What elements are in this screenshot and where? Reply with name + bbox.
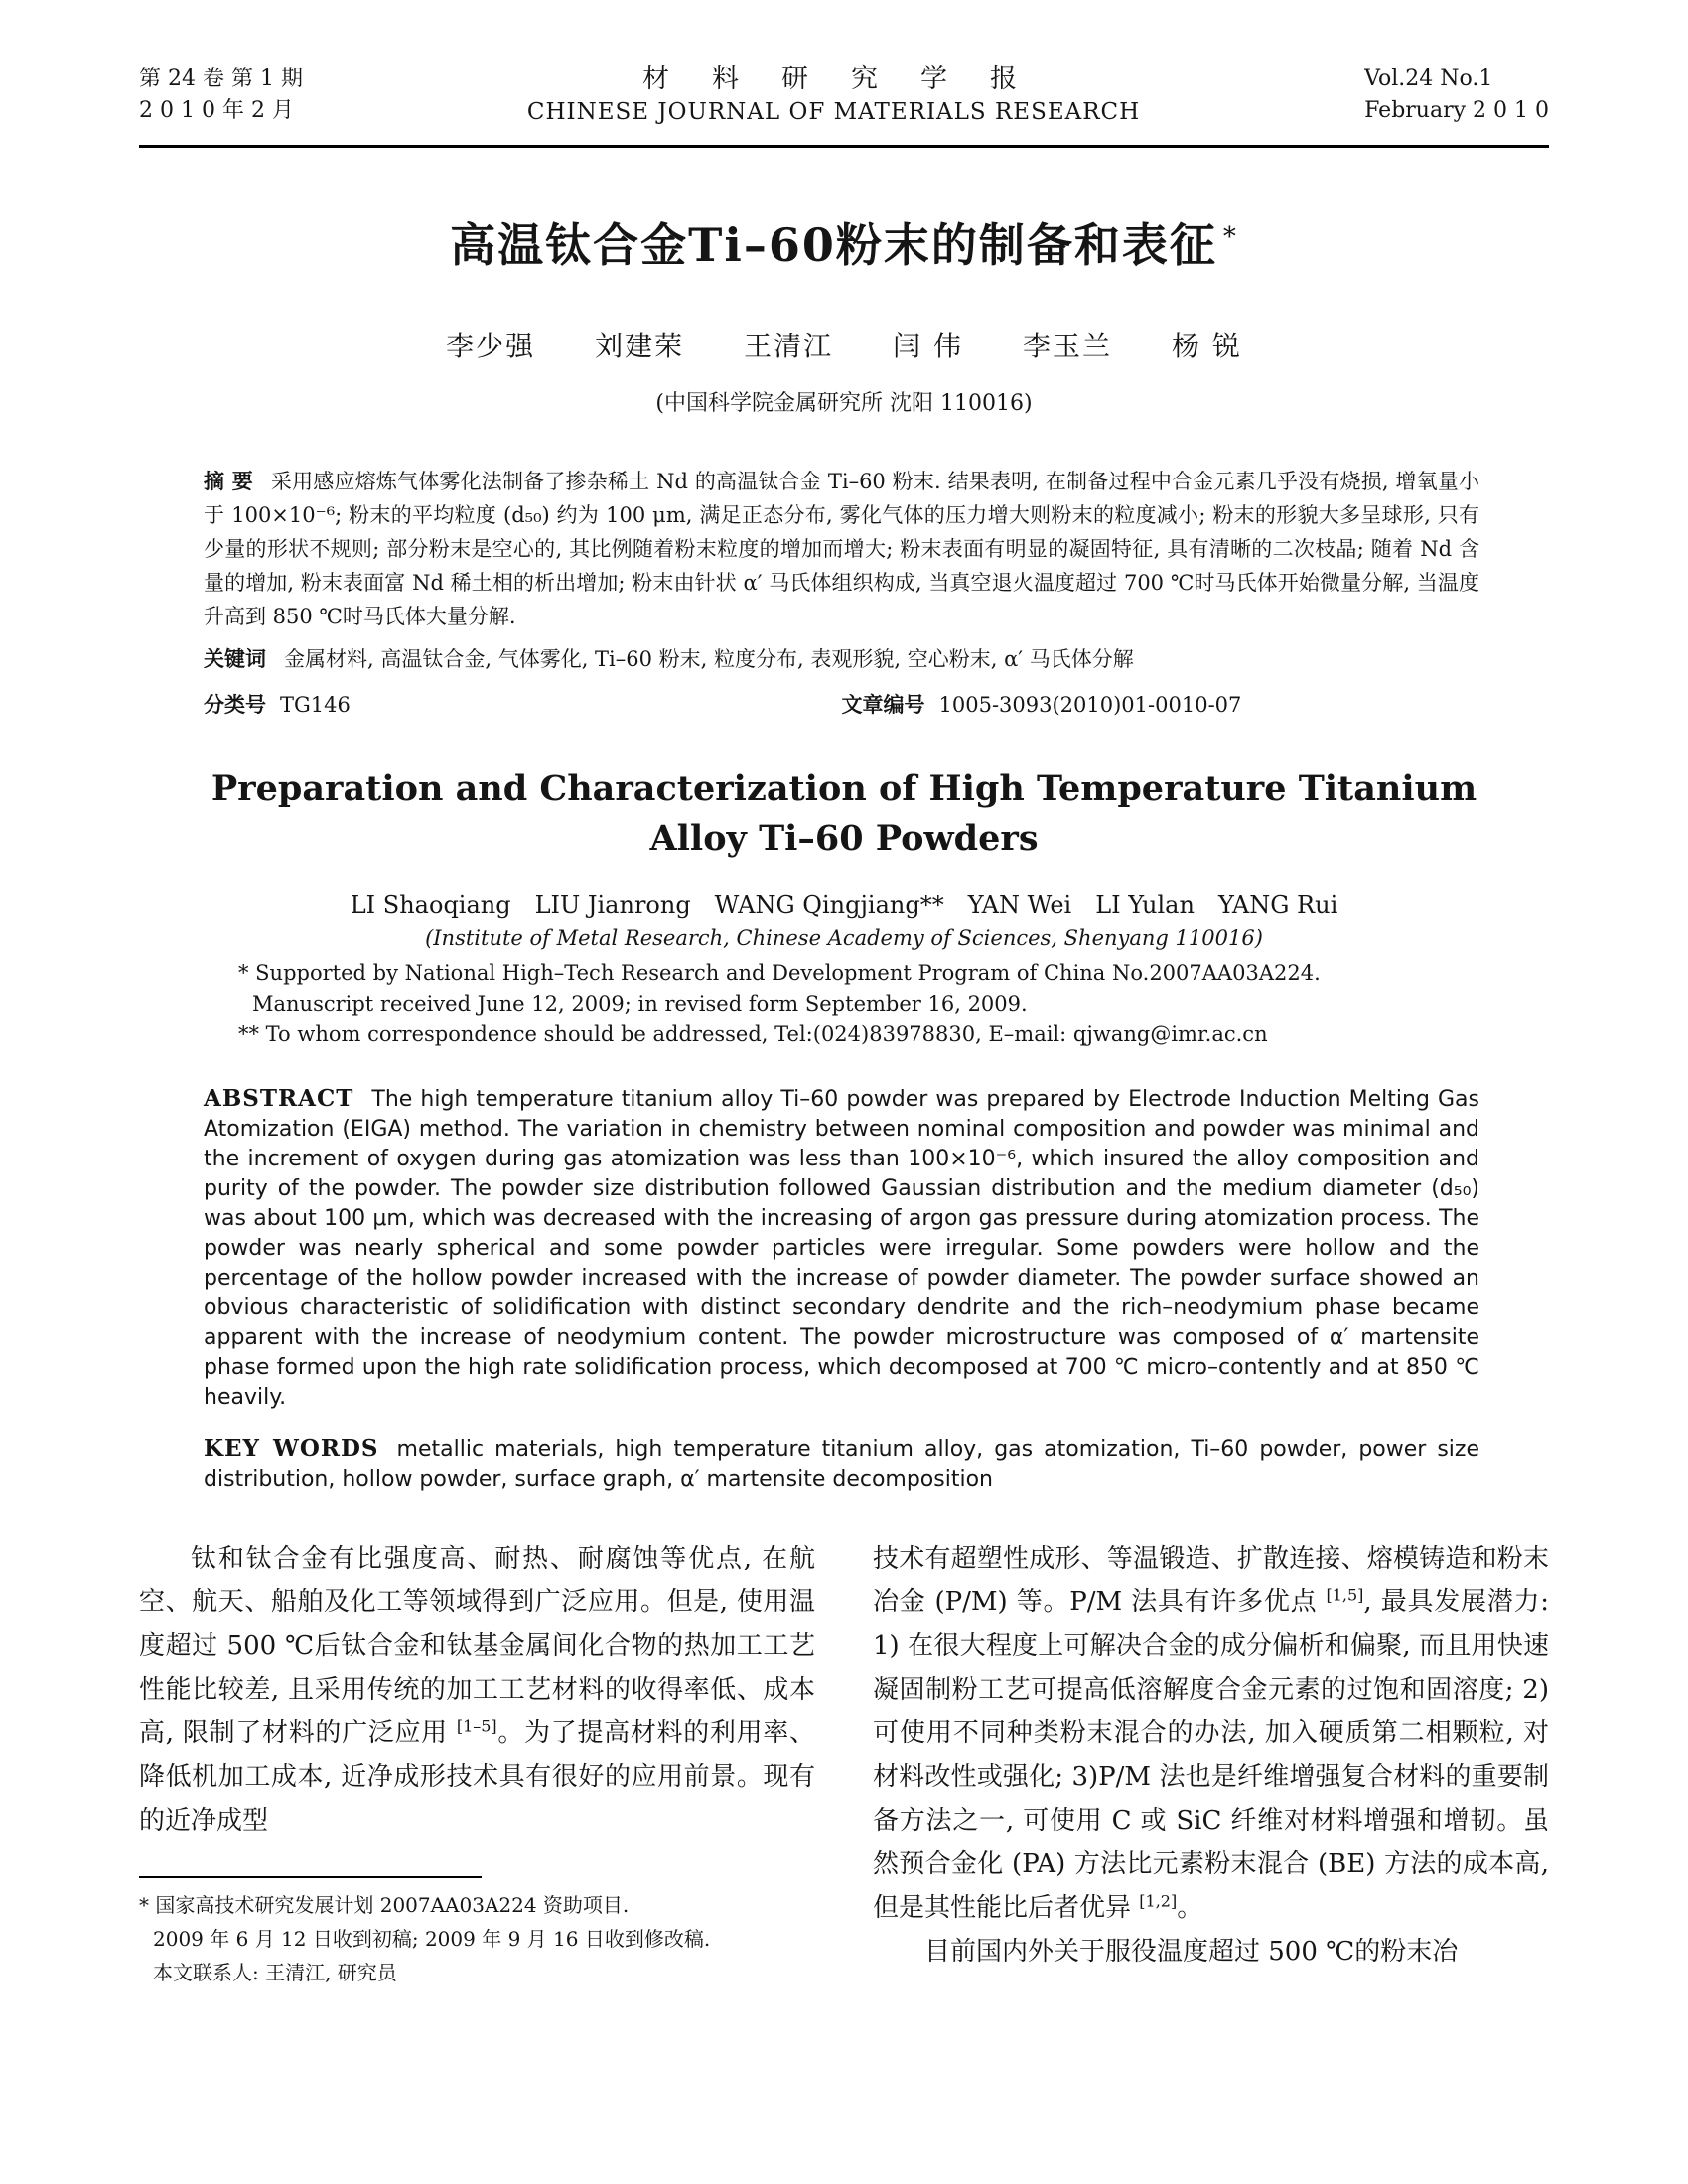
manuscript-note: Manuscript received June 12, 2009; in revised form September 16, 2009. (252, 992, 1028, 1016)
authors-en: LI Shaoqiang LIU Jianrong WANG Qingjiang** YAN Wei LI Yulan YANG Rui (350, 891, 1338, 919)
issue-date-en: February 2 0 1 0 (1364, 98, 1549, 123)
keywords-cn (204, 643, 1479, 675)
clc-value: TG146 (280, 693, 351, 717)
keywords-text-cn: 金属材料, 高温钛合金, 气体雾化, Ti–60 粉末, 粒度分布, 表观形貌, 空心粉末, α′ 马氏体分解 (284, 647, 1134, 671)
article-title-cn (139, 209, 1549, 275)
citation-ref-1-5: [1–5] (456, 1716, 497, 1736)
affiliation-cn: (中国科学院金属研究所 沈阳 110016) (655, 391, 1033, 416)
footnote-contact: 本文联系人: 王清江, 研究员 (153, 1961, 397, 1984)
support-note: * Supported by National High–Tech Research and Development Program of China No.2007AA03A224. (238, 961, 1321, 985)
footnote-funding: * 国家高技术研究发展计划 2007AA03A224 资助项目. (139, 1893, 630, 1917)
article-title-cn-text: 高温钛合金Ti–60粉末的制备和表征 (450, 218, 1217, 272)
title-footnotes-en (238, 958, 1549, 1050)
article-number-value: 1005-3093(2010)01-0010-07 (938, 693, 1242, 717)
abstract-cn (204, 465, 1479, 633)
footnote-dates: 2009 年 6 月 12 日收到初稿; 2009 年 9 月 16 日收到修改稿. (153, 1927, 711, 1951)
journal-name-en: CHINESE JOURNAL OF MATERIALS RESEARCH (526, 99, 1141, 125)
footnote-divider (139, 1876, 482, 1878)
article-meta-row (204, 689, 1479, 719)
title-footnote-marker: * (1222, 221, 1238, 252)
intro-paragraph (139, 1537, 815, 1843)
abstract-label-en: ABSTRACT (204, 1085, 354, 1112)
keywords-en (204, 1434, 1479, 1495)
volume-info (1364, 64, 1549, 127)
body-column-left (139, 1537, 815, 1989)
issue-volume-cn: 第 24 卷 第 1 期 (139, 67, 303, 91)
body-text-1: 技术有超塑性成形、等温锻造、扩散连接、熔模铸造和粉末冶金 (P/M) 等。P/M 法具有许多优点 (873, 1544, 1549, 1617)
correspondence-note: ** To whom correspondence should be addressed, Tel:(024)83978830, E–mail: qjwang@imr.ac.cn (238, 1023, 1268, 1046)
footnote-lines (139, 1888, 815, 1989)
body-paragraph-2 (873, 1537, 1549, 1930)
volume-number-en: Vol.24 No.1 (1364, 67, 1493, 91)
journal-header (139, 64, 1549, 129)
issue-date-cn: 2 0 1 0 年 2 月 (139, 98, 294, 123)
article-number-label: 文章编号 (841, 692, 925, 717)
abstract-text-en: The high temperature titanium alloy Ti–60 powder was prepared by Electrode Induction Melting Gas Atomization (EIGA) method. The variation in chemistry between nominal composition and powder was minimal and the increment of oxygen during gas atomization was less than 100×10⁻⁶, which insured the alloy composition and purity of the powder. The powder size distribution followed Gaussian distribution and the medium diameter (d₅₀) was about 100 μm, which was decreased with the increasing of argon gas pressure during atomization process. The powder was nearly spherical and some powder particles were irregular. Some powders were hollow and the percentage of the hollow powder increased with the increase of powder diameter. The powder surface showed an obvious characteristic of solidification with distinct secondary dendrite and the rich–neodymium phase became apparent with the increase of neodymium content. The powder microstructure was composed of α′ martensite phase formed upon the high rate solidification process, which decomposed at 700 ℃ micro–contently and at 850 ℃ heavily. (204, 1087, 1479, 1410)
citation-ref-1-2: [1,2] (1139, 1891, 1178, 1911)
clc-label: 分类号 (204, 692, 266, 717)
article-title-en (139, 764, 1549, 864)
citation-ref-1-5b: [1,5] (1326, 1585, 1364, 1605)
abstract-text-cn: 采用感应熔炼气体雾化法制备了掺杂稀土 Nd 的高温钛合金 Ti–60 粉末. 结果表明, 在制备过程中合金元素几乎没有烧损, 增氧量小于 100×10⁻⁶; 粉末的平均粒度 (d₅₀) 约为 100 μm, 满足正态分布, 雾化气体的压力增大则粉末的粒度减小; 粉末的形貌大多呈球形, 只有少量的形状不规则; 部分粉末是空心的, 其比例随着粉末粒度的增加而增大; 粉末表面有明显的凝固特征, 具有清晰的二次枝晶; 随着 Nd 含量的增加, 粉末表面富 Nd 稀土相的析出增加; 粉末由针状 α′ 马氏体组织构成, 当真空退火温度超过 700 ℃时马氏体开始微量分解, 当温度升高到 850 ℃时马氏体大量分解. (204, 470, 1480, 628)
abstract-label-cn: 摘 要 (204, 469, 253, 493)
article-title-en-line1: Preparation and Characterization of High Temperature Titanium (211, 768, 1477, 809)
journal-name-cn: 材 料 研 究 学 报 (642, 64, 1026, 94)
issue-info (139, 64, 303, 127)
keywords-label-en: KEY WORDS (204, 1435, 379, 1462)
affiliation-en: (Institute of Metal Research, Chinese Academy of Sciences, Shenyang 110016) (425, 926, 1263, 950)
clc-number (204, 689, 842, 719)
page-footnote (139, 1876, 815, 1989)
header-divider (139, 145, 1549, 148)
journal-name-block (303, 64, 1364, 129)
intro-text-2: 。为了提高材料的利用率、降低机加工成本, 近净成形技术具有很好的应用前景。现有的近净成型 (139, 1718, 815, 1836)
body-column-right (873, 1537, 1549, 1989)
body-text-3: 。 (1177, 1893, 1203, 1923)
keywords-text-en: metallic materials, high temperature titanium alloy, gas atomization, Ti–60 powder, power size distribution, hollow powder, surface graph, α′ martensite decomposition (204, 1437, 1480, 1492)
body-paragraph-3: 目前国内外关于服役温度超过 500 ℃的粉末冶 (924, 1937, 1459, 1967)
intro-text-1: 钛和钛合金有比强度高、耐热、耐腐蚀等优点, 在航空、航天、船舶及化工等领域得到广泛应用。但是, 使用温度超过 500 ℃后钛合金和钛基金属间化合物的热加工工艺性能比较差, 且采用传统的加工工艺材料的收得率低、成本高, 限制了材料的广泛应用 (139, 1544, 815, 1748)
article-number (842, 689, 1480, 719)
keywords-label-cn: 关键词 (204, 646, 266, 671)
authors-cn: 李少强 刘建荣 王清江 闫 伟 李玉兰 杨 锐 (446, 330, 1242, 362)
article-title-en-line2: Alloy Ti–60 Powders (649, 818, 1039, 859)
body-text-2: , 最具发展潜力: 1) 在很大程度上可解决合金的成分偏析和偏聚, 而且用快速凝固制粉工艺可提高低溶解度合金元素的过饱和固溶度; 2) 可使用不同种类粉末混合的办法, 加入硬质第二相颗粒, 对材料改性或强化; 3)P/M 法也是纤维增强复合材料的重要制备方法之一, 可使用 C 或 SiC 纤维对材料增强和增韧。虽然预合金化 (PA) 方法比元素粉末混合 (BE) 方法的成本高, 但是其性能比后者优异 (873, 1587, 1549, 1923)
article-body (139, 1537, 1549, 1989)
abstract-en (204, 1084, 1479, 1413)
